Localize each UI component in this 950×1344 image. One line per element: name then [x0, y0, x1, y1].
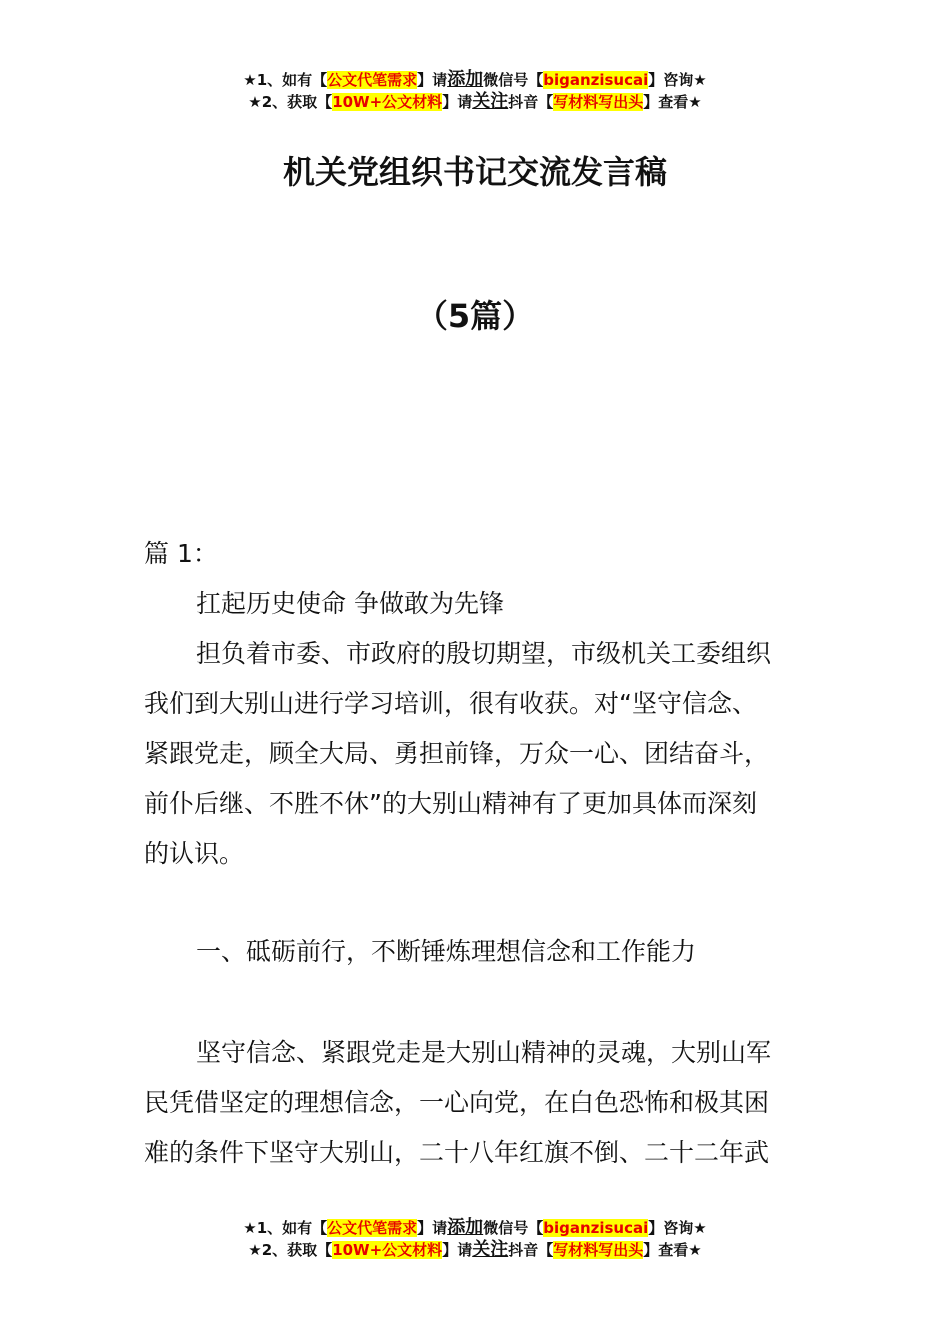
notice-line-1: ★1、如有【公文代笔需求】请添加微信号【biganzisucai】咨询★ — [243, 69, 707, 90]
material-highlight: 10W+公文材料 — [332, 93, 443, 111]
wechat-id-highlight: biganzisucai — [543, 1219, 649, 1237]
service-highlight: 公文代笔需求 — [327, 71, 418, 89]
text-line: 的认识。 — [144, 839, 245, 868]
emphasis-word: 关注 — [472, 91, 509, 112]
text-line: 我们到大别山进行学习培训，很有收获。对“坚守信念、 — [144, 689, 757, 718]
article-title: 扛起历史使命 争做敢为先锋 — [196, 589, 504, 618]
emphasis-word: 添加 — [447, 1217, 484, 1238]
service-highlight: 公文代笔需求 — [327, 1219, 418, 1237]
text-line: 坚守信念、紧跟党走是大别山精神的灵魂，大别山军 — [196, 1038, 772, 1067]
page-subtitle: （5篇） — [415, 297, 535, 335]
douyin-id-highlight: 写材料写出头 — [553, 1241, 644, 1259]
emphasis-word: 关注 — [472, 1239, 509, 1260]
page-title: 机关党组织书记交流发言稿 — [282, 153, 667, 191]
section-label: 篇 1： — [144, 539, 218, 568]
wechat-id-highlight: biganzisucai — [543, 71, 649, 89]
material-highlight: 10W+公文材料 — [332, 1241, 443, 1259]
body-paragraph — [144, 1028, 814, 1178]
header-notice — [0, 69, 950, 113]
text-line: 难的条件下坚守大别山，二十八年红旗不倒、二十二年武 — [144, 1138, 770, 1167]
text-line: 前仆后继、不胜不休”的大别山精神有了更加具体而深刻 — [144, 789, 757, 818]
section-heading: 一、砥砺前行，不断锤炼理想信念和工作能力 — [196, 937, 697, 966]
text-line: 民凭借坚定的理想信念，一心向党，在白色恐怖和极其困 — [144, 1088, 770, 1117]
emphasis-word: 添加 — [447, 69, 484, 90]
footer-notice — [0, 1217, 950, 1261]
text-line: 担负着市委、市政府的殷切期望，市级机关工委组织 — [196, 639, 772, 668]
notice-line-1: ★1、如有【公文代笔需求】请添加微信号【biganzisucai】咨询★ — [243, 1217, 707, 1238]
notice-line-2: ★2、获取【10W+公文材料】请关注抖音【写材料写出头】查看★ — [248, 91, 702, 112]
notice-line-2: ★2、获取【10W+公文材料】请关注抖音【写材料写出头】查看★ — [248, 1239, 702, 1260]
douyin-id-highlight: 写材料写出头 — [553, 93, 644, 111]
intro-paragraph — [144, 629, 814, 879]
text-line: 紧跟党走，顾全大局、勇担前锋，万众一心、团结奋斗， — [144, 739, 770, 768]
